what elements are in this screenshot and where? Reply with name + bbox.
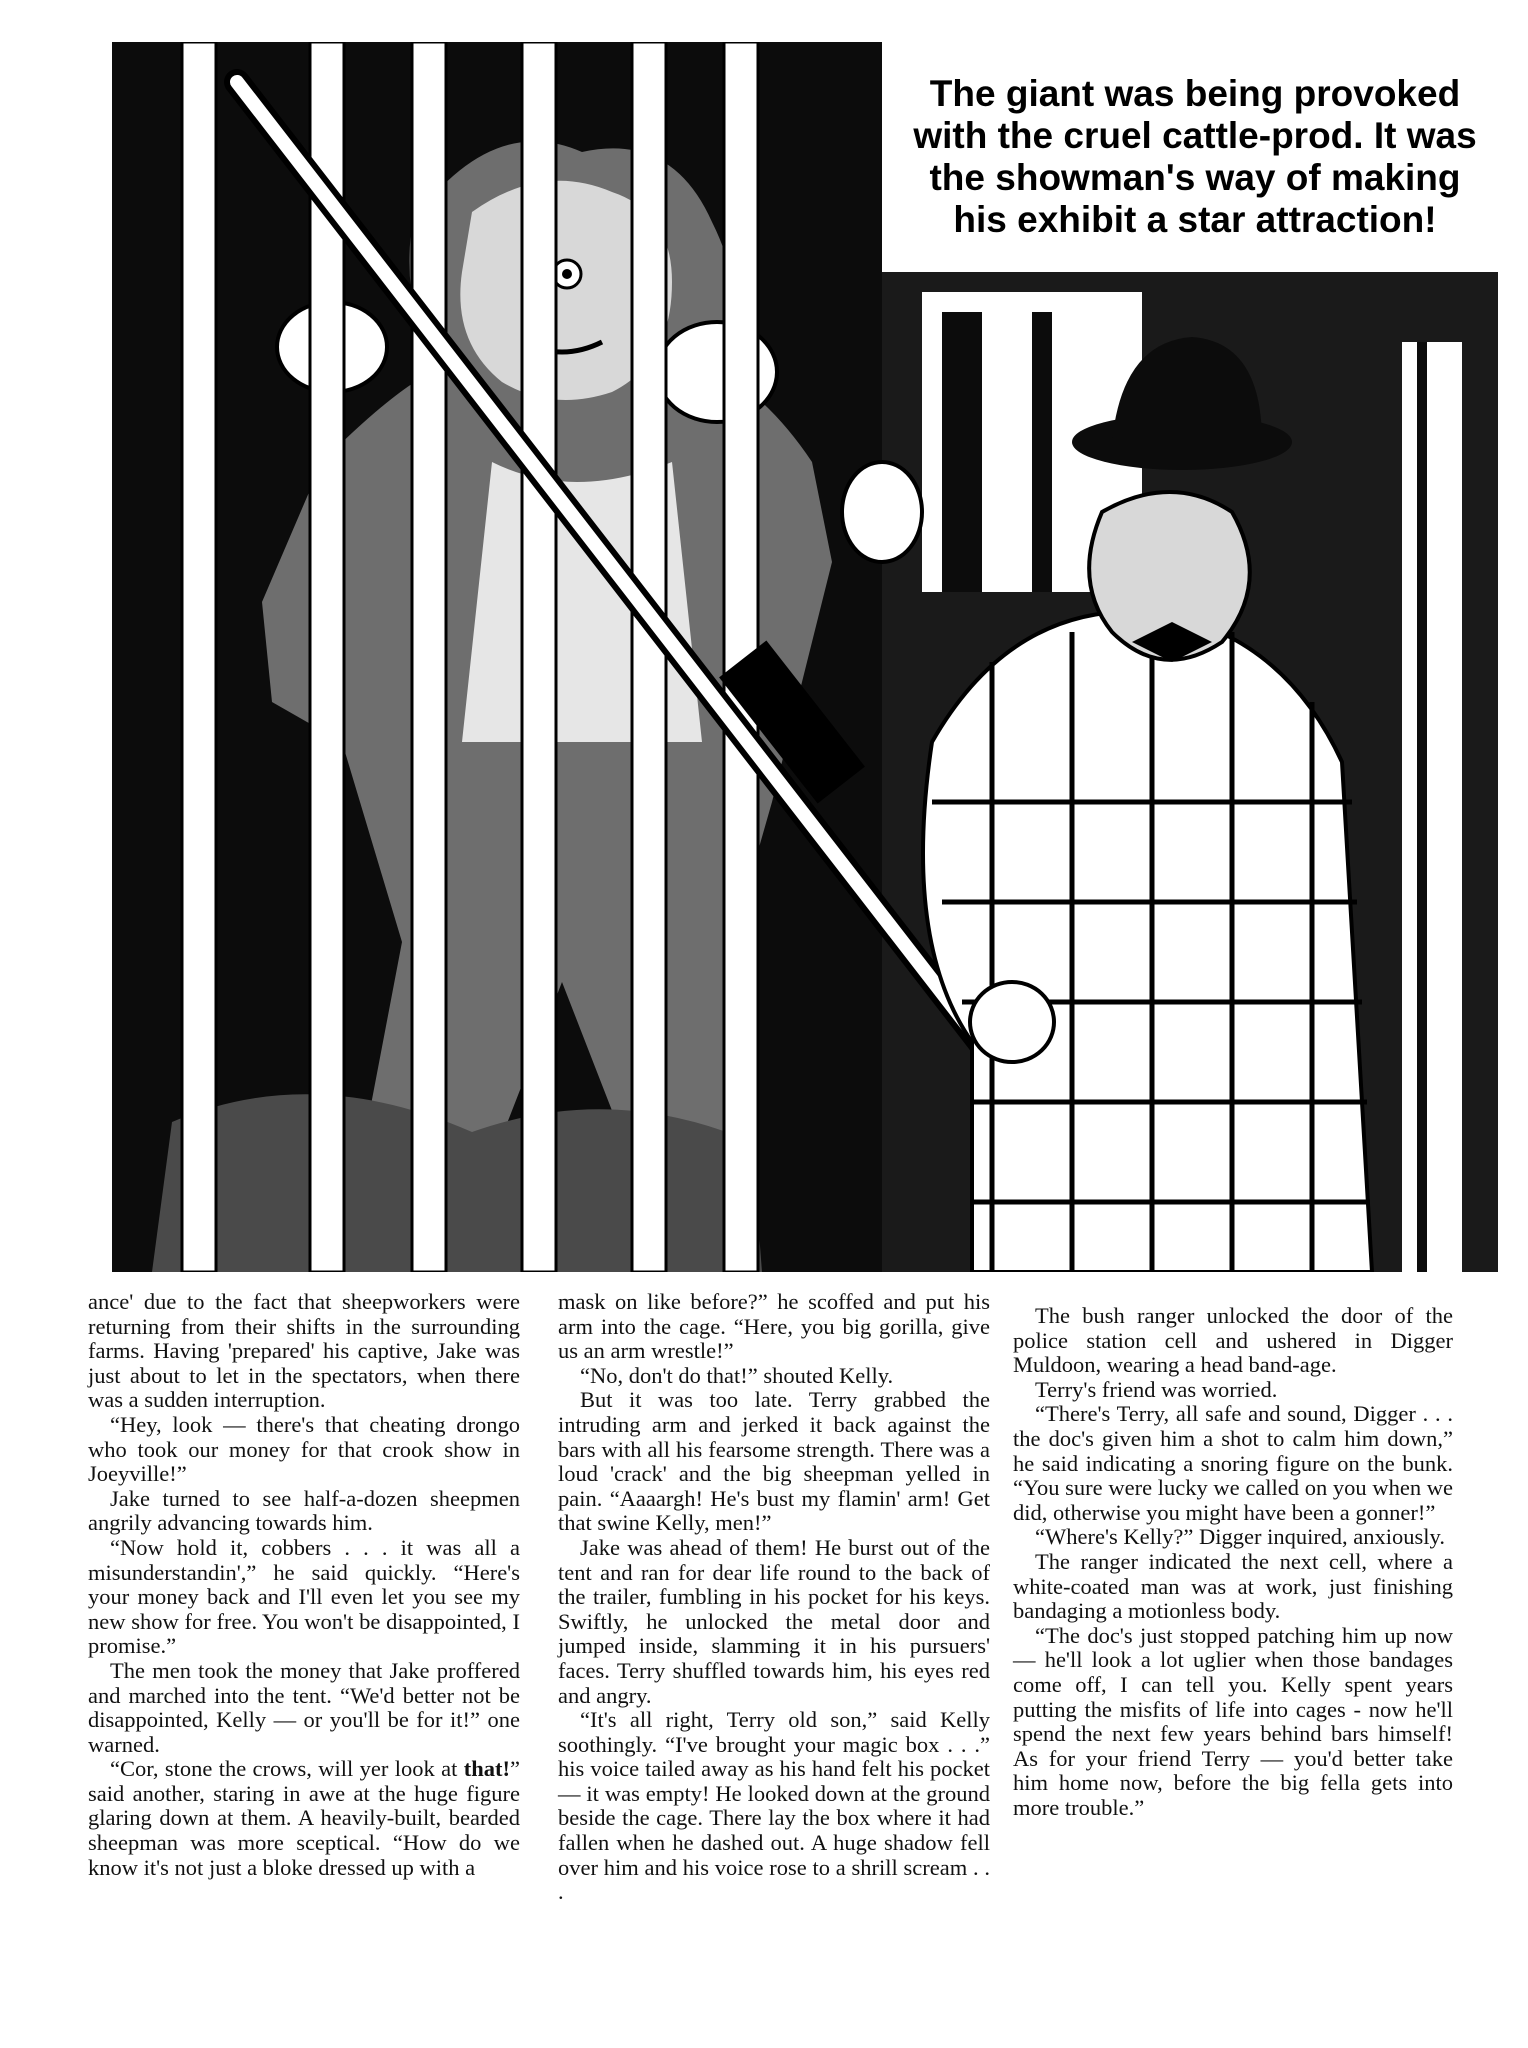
story-paragraph: “There's Terry, all safe and sound, Digger . . . the doc's given him a shot to calm him down,” he said indicating a snoring figure on the bunk. “You sure were lucky we called on you when we did, otherwise you might have been a gonner!” (1013, 1401, 1453, 1525)
story-text-fragment: ” said another, staring in awe at the huge figure glaring down at them. A heavily-built, bearded sheepman was more sceptical. “How do we know it's not just a bloke dressed up with a (88, 1756, 520, 1880)
story-column-1 (88, 1290, 520, 1880)
story-paragraph: “Now hold it, cobbers . . . it was all a misunderstandin',” he said quickly. “Here's your money back and I'll even let you see my new show for free. You won't be disappointed, I promise.” (88, 1534, 520, 1659)
story-paragraph: ance' due to the fact that sheepworkers were returning from their shifts in the surrounding farms. Having 'prepared' his captive, Jake was just about to let in the spectators, when there was a sudden interruption. (88, 1289, 520, 1413)
story-paragraph: The men took the money that Jake proffered and marched into the tent. “We'd better not be disappointed, Kelly — or you'll be for it!” one warned. (88, 1657, 520, 1757)
caption-line: with the cruel cattle-prod. It was (913, 115, 1477, 156)
showman-hand-grip (970, 982, 1054, 1062)
story-paragraph (88, 1757, 520, 1880)
story-paragraph: The bush ranger unlocked the door of the police station cell and ushered in Digger Muldoon, wearing a head band-age. (1013, 1303, 1453, 1378)
story-text-fragment: “Cor, stone the crows, will yer look at (110, 1756, 464, 1782)
story-paragraph: Jake turned to see half-a-dozen sheepmen angrily advancing towards him. (88, 1485, 520, 1536)
story-paragraph: “Hey, look — there's that cheating drongo who took our money for that crook show in Joeyville!” (88, 1411, 520, 1487)
story-column-2 (558, 1290, 990, 1905)
story-paragraph: “Where's Kelly?” Digger inquired, anxiously. (1035, 1524, 1445, 1550)
story-paragraph: “No, don't do that!” shouted Kelly. (580, 1362, 894, 1388)
story-column-3 (1013, 1304, 1453, 1820)
story-paragraph: Jake was ahead of them! He burst out of the tent and ran for dear life round to the back of the trailer, fumbling in his pocket for his keys. Swiftly, he unlocked the metal door and jumped inside, slamming it in his pursuers' faces. Terry shuffled towards him, his eyes red and angry. (558, 1534, 990, 1708)
story-paragraph: Terry's friend was worried. (1035, 1376, 1278, 1402)
caption-line: his exhibit a star attraction! (953, 199, 1437, 240)
story-paragraph: But it was too late. Terry grabbed the intruding arm and jerked it back against the bars with all his fearsome strength. There was a loud 'crack' and the big sheepman yelled in pain. “Aaaargh! He's bust my flamin' arm! Get that swine Kelly, men!” (558, 1387, 990, 1536)
caption-line: The giant was being provoked (929, 73, 1461, 114)
story-paragraph: “It's all right, Terry old son,” said Kelly soothingly. “I've brought your magic box . . .” his voice tailed away as his hand felt his pocket — it was empty! He looked down at the ground beside the cage. There lay the box where it had fallen when he dashed out. A huge shadow fell over him and his voice rose to a shrill scream . . . (558, 1707, 990, 1905)
story-paragraph: mask on like before?” he scoffed and put his arm into the cage. “Here, you big gorilla, give us an arm wrestle!” (558, 1289, 990, 1364)
showman-hand-prod (842, 462, 922, 562)
caption-box (882, 42, 1498, 272)
story-text-columns (88, 1290, 1488, 2020)
story-paragraph: “The doc's just stopped patching him up now — he'll look a lot uglier when those bandages come off, I can tell you. Kelly spent years putting the misfits of life into cages - now he'll spend the next few years behind bars himself! As for your friend Terry — you'd better take him home now, before the big fella gets into more trouble.” (1013, 1622, 1453, 1820)
caption-line: the showman's way of making (929, 157, 1461, 198)
caption-text (893, 73, 1486, 241)
story-paragraph: The ranger indicated the next cell, where a white-coated man was at work, just finishing bandaging a motionless body. (1013, 1548, 1453, 1624)
story-emphasis: that! (463, 1756, 510, 1782)
door-frame (1402, 342, 1462, 1272)
comic-panel-illustration (112, 42, 1498, 1272)
